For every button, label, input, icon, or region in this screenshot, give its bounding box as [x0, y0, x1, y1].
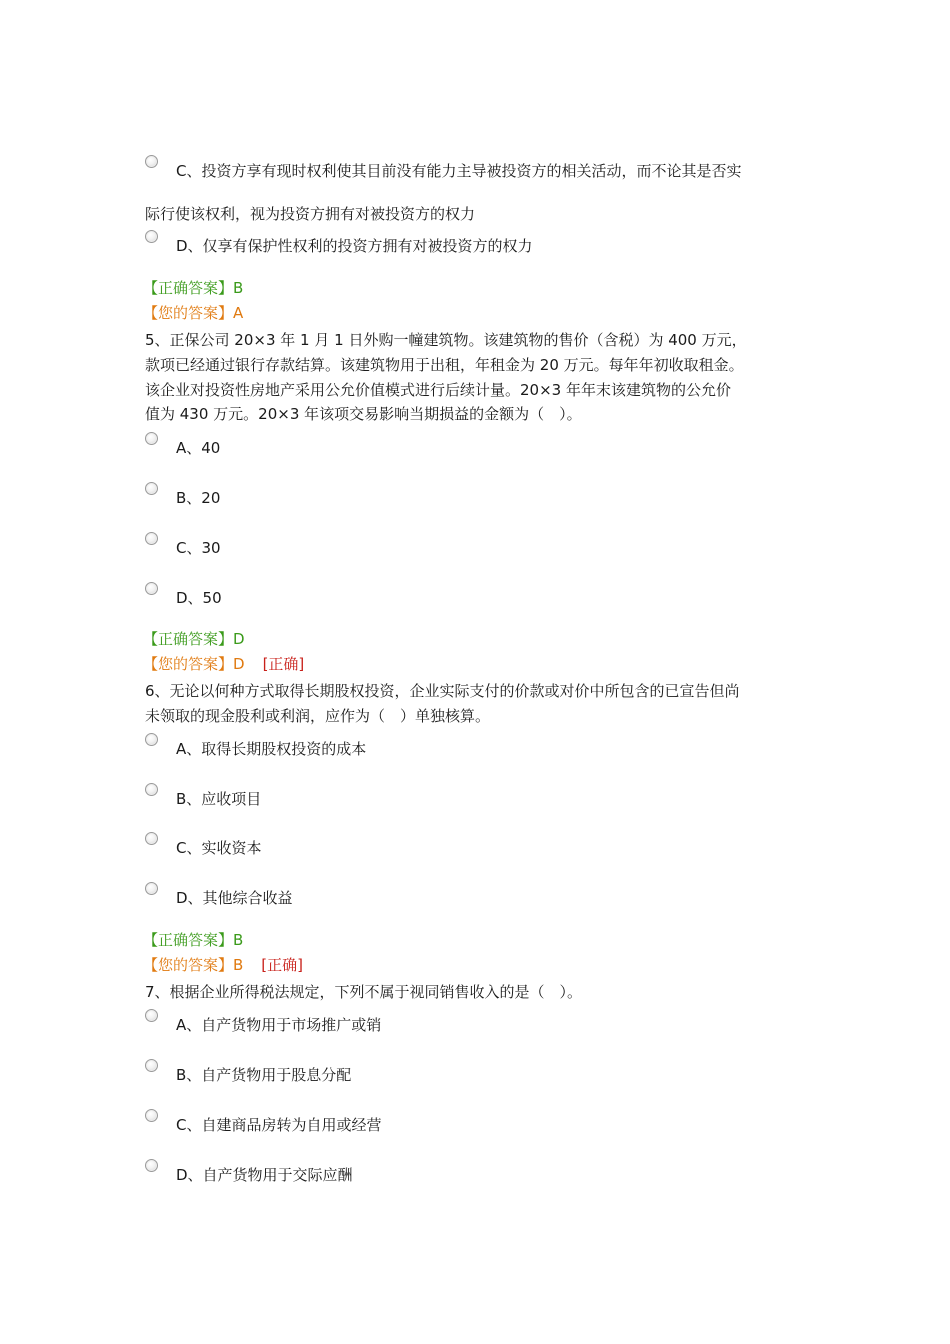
radio-q6-option-d[interactable] [145, 882, 158, 895]
q6-option-d: D、其他综合收益 [176, 889, 293, 907]
radio-q5-option-b[interactable] [145, 482, 158, 495]
radio-q7-option-d[interactable] [145, 1159, 158, 1172]
q5-text-line3: 该企业对投资性房地产采用公允价值模式进行后续计量。20×3 年年末该建筑物的公允价 [145, 381, 731, 399]
radio-q4-option-d[interactable] [145, 230, 158, 243]
q7-option-c: C、自建商品房转为自用或经营 [176, 1116, 382, 1134]
q5-your-answer-label: 【您的答案】D [143, 655, 245, 673]
q6-text-line2: 未领取的现金股利或利润，应作为（ ）单独核算。 [145, 707, 491, 725]
q5-text-line1: 5、正保公司 20×3 年 1 月 1 日外购一幢建筑物。该建筑物的售价（含税）为 400 万元， [145, 331, 747, 349]
radio-q7-option-b[interactable] [145, 1059, 158, 1072]
radio-q6-option-c[interactable] [145, 832, 158, 845]
q4-option-c-line2: 际行使该权利，视为投资方拥有对被投资方的权力 [145, 205, 476, 223]
q7-option-d: D、自产货物用于交际应酬 [176, 1166, 353, 1184]
q4-option-c-line1: C、投资方享有现时权利使其目前没有能力主导被投资方的相关活动，而不论其是否实 [176, 162, 742, 180]
q5-result-badge: [正确] [262, 655, 305, 673]
radio-q6-option-a[interactable] [145, 733, 158, 746]
q6-your-answer [143, 955, 303, 975]
q5-option-a: A、40 [176, 439, 221, 457]
q5-correct-answer: 【正确答案】D [143, 630, 245, 648]
q6-option-a: A、取得长期股权投资的成本 [176, 740, 367, 758]
q6-option-c: C、实收资本 [176, 839, 262, 857]
radio-q7-option-a[interactable] [145, 1009, 158, 1022]
q5-text-line4: 值为 430 万元。20×3 年该项交易影响当期损益的金额为（ ）。 [145, 405, 582, 423]
q6-text-line1: 6、无论以何种方式取得长期股权投资，企业实际支付的价款或对价中所包含的已宣告但尚 [145, 682, 740, 700]
radio-q5-option-d[interactable] [145, 582, 158, 595]
q4-correct-answer: 【正确答案】B [143, 279, 244, 297]
radio-q7-option-c[interactable] [145, 1109, 158, 1122]
q5-option-c: C、30 [176, 539, 221, 557]
radio-q5-option-c[interactable] [145, 532, 158, 545]
radio-q5-option-a[interactable] [145, 432, 158, 445]
q5-option-d: D、50 [176, 589, 222, 607]
q5-your-answer [143, 654, 304, 674]
q7-option-a: A、自产货物用于市场推广或销 [176, 1016, 382, 1034]
q7-option-b: B、自产货物用于股息分配 [176, 1066, 352, 1084]
q6-your-answer-label: 【您的答案】B [143, 956, 244, 974]
radio-q6-option-b[interactable] [145, 783, 158, 796]
q6-option-b: B、应收项目 [176, 790, 262, 808]
radio-q4-option-c[interactable] [145, 155, 158, 168]
q5-option-b: B、20 [176, 489, 221, 507]
q7-text-line1: 7、根据企业所得税法规定，下列不属于视同销售收入的是（ ）。 [145, 983, 583, 1001]
q4-your-answer [143, 303, 243, 323]
q5-text-line2: 款项已经通过银行存款结算。该建筑物用于出租，年租金为 20 万元。每年年初收取租金。 [145, 356, 744, 374]
q4-option-d: D、仅享有保护性权利的投资方拥有对被投资方的权力 [176, 237, 533, 255]
q6-result-badge: [正确] [261, 956, 304, 974]
q4-your-answer-label: 【您的答案】A [143, 304, 244, 322]
q6-correct-answer: 【正确答案】B [143, 931, 244, 949]
